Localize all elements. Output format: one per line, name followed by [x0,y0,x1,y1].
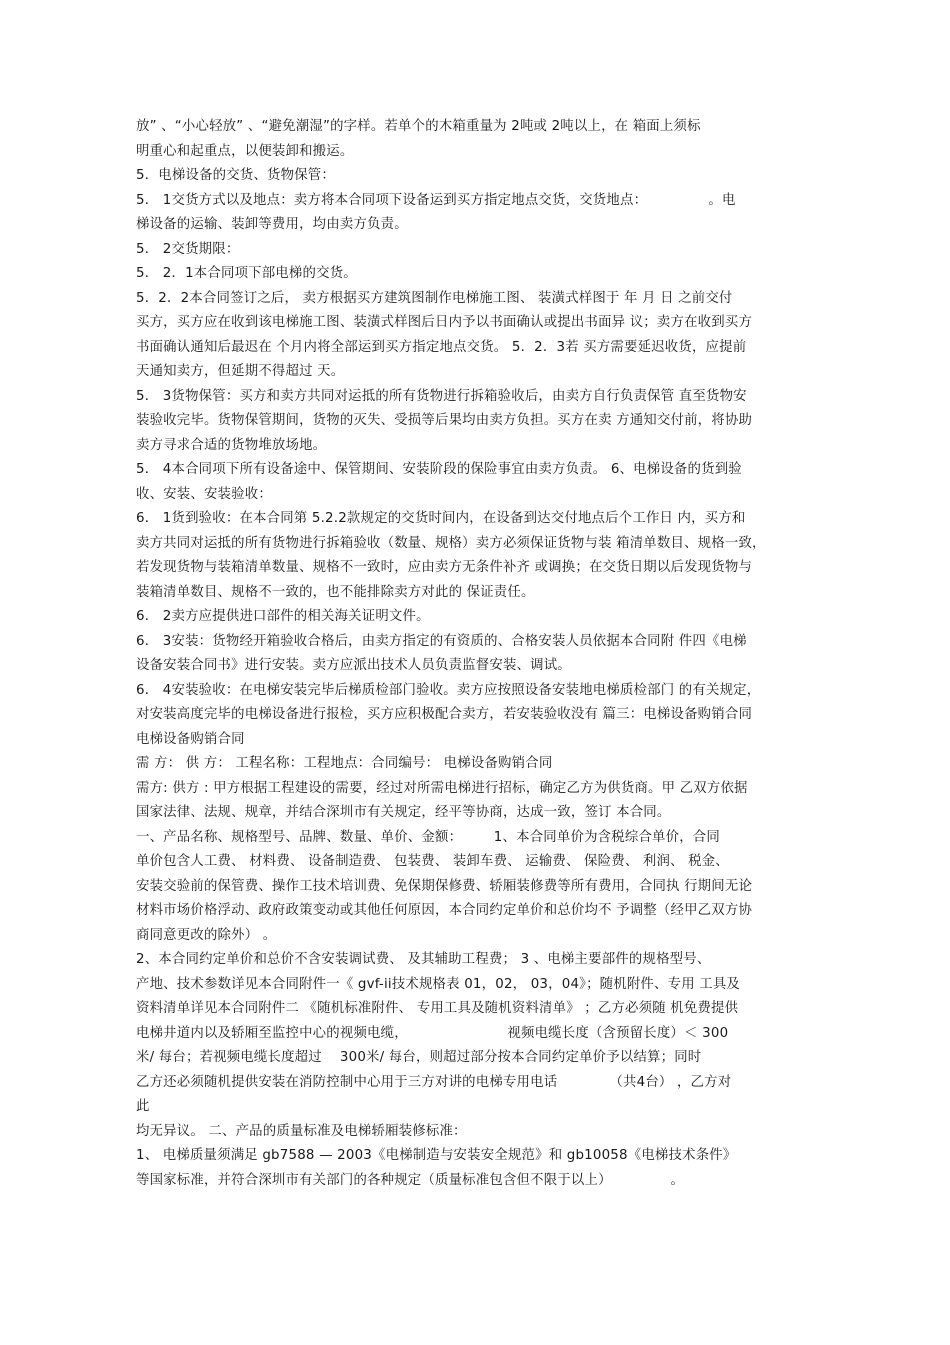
text-line: 5． 2交货期限： [136,241,240,257]
text-line: 资料清单详见本合同附件二 《随机标准附件、 专用工具及随机资料清单》 ；乙方必须随 机免费提供 [136,1001,739,1016]
text-line: 1、 电梯质量须满足 gb7588 — 2003《电梯制造与安装安全规范》和 gb10058《电梯技术条件》 [136,1148,737,1163]
text-line: 产地、技术参数详见本合同附件一《 gvf-ii技术规格表 01，02， 03，04》；随机附件、专用 工具及 [136,976,741,992]
text-line: 买方，买方应在收到该电梯施工图、装潢式样图后日内予以书面确认或提出书面异 议；卖方在收到买方 [136,315,753,330]
text-line: 对安装高度完毕的电梯设备进行报检，买方应积极配合卖方，若安装验收没有 篇三：电梯设备购销合同 [136,707,753,722]
text-line: 天通知卖方，但延期不得超过 天。 [136,364,345,379]
text-line: 若发现货物与装箱清单数量、规格不一致时，应由卖方无条件补齐 或调换；在交货日期以后发现货物与 [136,560,753,575]
text-line: 5．2．2本合同签订之后， 卖方根据买方建筑图制作电梯施工图、 装潢式样图于 年 月 日 之前交付 [136,290,733,306]
text-line: 等国家标准，并符合深圳市有关部门的各种规定（质量标准包含但不限于以上） 。 [136,1172,685,1188]
text-line: 此 [136,1099,150,1114]
text-line: 5． 2．1本合同项下部电梯的交货。 [136,266,357,281]
text-line: 6． 4安装验收：在电梯安装完毕后梯质检部门验收。卖方应按照设备安装地电梯质检部门 的有关规定， [136,682,761,698]
text-line: 装箱清单数目、规格不一致的，也不能排除卖方对此的 保证责任。 [136,584,535,600]
section-heading: 5．电梯设备的交货、货物保管： [136,168,335,183]
text-line: 材料市场价格浮动、政府政策变动或其他任何原因，本合同约定单价和总价均不 予调整（经甲乙双方协 [136,903,753,918]
text-line: 书面确认通知后最迟在 个月内将全部运到买方指定地点交货。 5．2．3若 买方需要延迟收货，应提前 [136,339,747,355]
text-line: 6． 2卖方应提供进口部件的相关海关证明文件。 [136,609,430,624]
text-line: 乙方还必须随机提供安装在消防控制中心用于三方对讲的电梯专用电话 （共4台） ，乙方对 [136,1074,732,1090]
text-line: 6． 3安装：货物经开箱验收合格后，由卖方指定的有资质的、合格安装人员依据本合同附 件四《电梯 [136,633,747,649]
text-line: 5． 4本合同项下所有设备途中、保管期间、安装阶段的保险事宜由卖方负责。 6、电梯设备的货到验 [136,462,742,477]
contract-title: 电梯设备购销合同 [136,731,245,747]
document-body [136,115,826,1193]
text-line: 收、安装、安装验收： [136,486,272,502]
text-line: 国家法律、法规、规章，并结合深圳市有关规定，经平等协商，达成一致，签订 本合同。 [136,805,671,820]
text-line: 明重心和起重点，以便装卸和搬运。 [136,143,354,159]
text-line: 梯设备的运输、装卸等费用，均由卖方负责。 [136,217,408,232]
text-line: 安装交验前的保管费、操作工技术培训费、免保期保修费、轿厢装修费等所有费用，合同执 行期间无论 [136,878,753,894]
text-line: 2、本合同约定单价和总价不含安装调试费、 及其辅助工程费； 3 、电梯主要部件的规格型号、 [136,952,711,967]
text-line: 卖方寻求合适的货物堆放场地。 [136,437,327,453]
text-line: 设备安装合同书》进行安装。卖方应派出技术人员负责监督安装、调试。 [136,658,571,673]
text-line: 单价包含人工费、 材料费、 设备制造费、 包装费、 装卸车费、 运输费、 保险费、 利润、 税金、 [136,854,729,869]
text-line: 商同意更改的除外） 。 [136,927,277,943]
text-line: 一、产品名称、规格型号、品牌、数量、单价、金额： 1、本合同单价为含税综合单价，合同 [136,829,720,845]
text-line: 5． 3货物保管：买方和卖方共同对运抵的所有货物进行拆箱验收后，由卖方自行负责保管 直至货物安 [136,388,747,404]
text-line: 需方: 供方 : 甲方根据工程建设的需要，经过对所需电梯进行招标，确定乙方为供货商。甲 乙双方依据 [136,780,748,796]
text-line: 6． 1货到验收：在本合同第 5.2.2款规定的交货时间内，在设备到达交付地点后个工作日 内，买方和 [136,511,746,526]
text-line: 米/ 每台；若视频电缆长度超过 300米/ 每台，则超过部分按本合同约定单价予以结算；同时 [136,1050,702,1065]
contract-header-fields: 需 方： 供 方： 工程名称：工程地点：合同编号： 电梯设备购销合同 [136,756,553,771]
text-line: 放” 、“小心轻放” 、“避免潮湿”的字样。若单个的木箱重量为 2吨或 2吨以上，在 箱面上须标 [136,119,701,134]
text-line: 卖方共同对运抵的所有货物进行拆箱验收（数量、规格）卖方必须保证货物与装 箱清单数目、规格一致， [136,535,766,551]
text-line: 均无异议。 二、产品的质量标准及电梯轿厢装修标准： [136,1123,467,1139]
text-line: 电梯井道内以及轿厢至监控中心的视频电缆， 视频电缆长度（含预留长度）＜ 300 [136,1025,729,1041]
text-line: 装验收完毕。货物保管期间，货物的灭失、受损等后果均由卖方负担。买方在卖 方通知交付前，将协助 [136,413,753,428]
text-line: 5． 1交货方式以及地点：卖方将本合同项下设备运到买方指定地点交货，交货地点： 。电 [136,192,736,208]
